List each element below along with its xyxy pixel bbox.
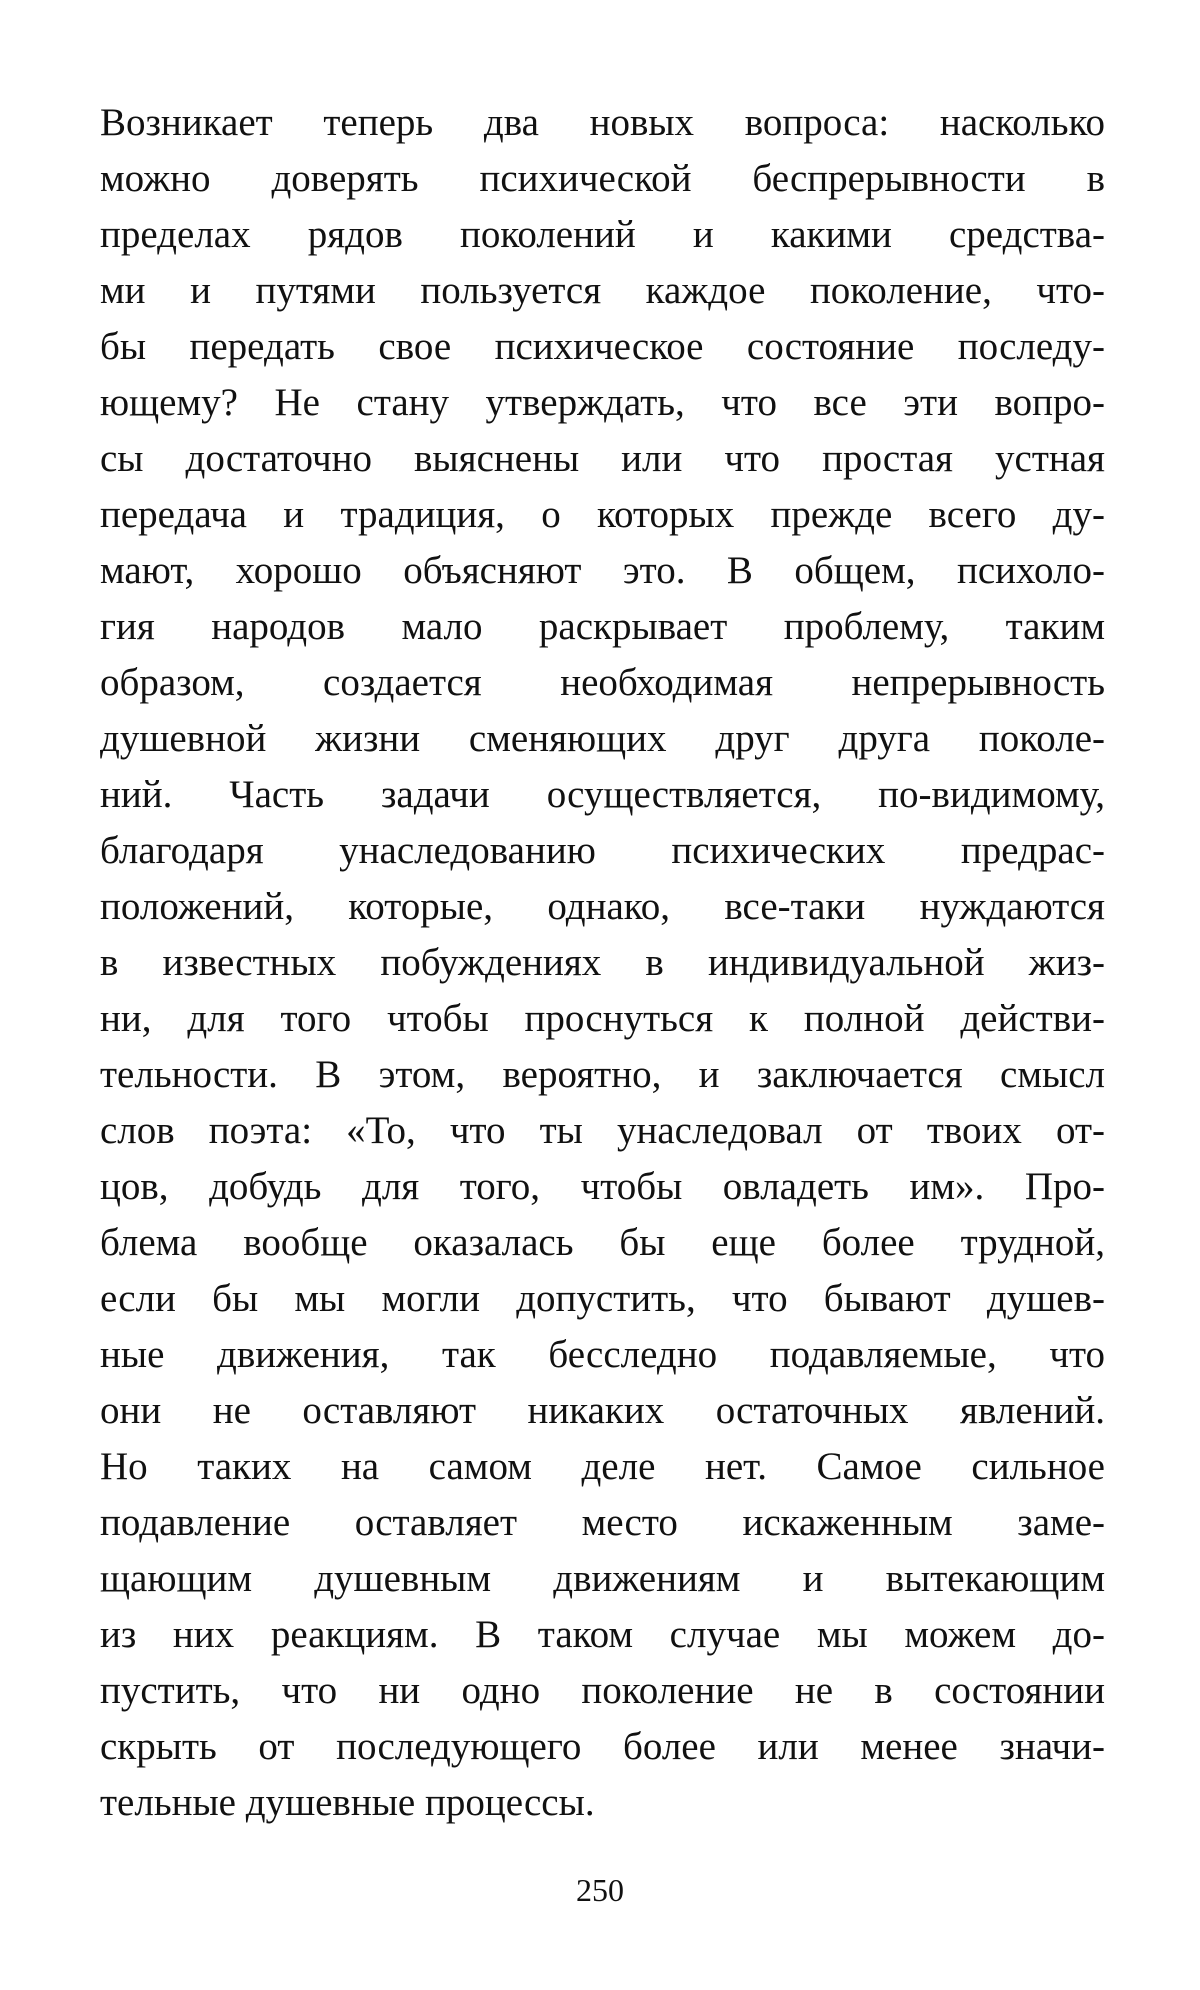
- text-line: цов, добудь для того, чтобы овладеть им». Про-: [100, 1165, 1105, 1208]
- text-line: гия народов мало раскрывает проблему, таким: [100, 605, 1105, 648]
- text-line: образом, создается необходимая непрерывность: [100, 661, 1105, 704]
- text-line: душевной жизни сменяющих друг друга поколе-: [100, 717, 1105, 760]
- text-line: ни, для того чтобы проснуться к полной действи-: [100, 997, 1105, 1040]
- text-line: скрыть от последующего более или менее значи-: [100, 1725, 1105, 1768]
- text-line: ний. Часть задачи осуществляется, по-видимому,: [100, 773, 1105, 816]
- text-line: пустить, что ни одно поколение не в состоянии: [100, 1669, 1105, 1712]
- text-line: благодаря унаследованию психических предрас-: [100, 829, 1105, 872]
- text-line: ные движения, так бесследно подавляемые, что: [100, 1333, 1105, 1376]
- text-line: сы достаточно выяснены или что простая устная: [100, 437, 1105, 480]
- text-line: тельности. В этом, вероятно, и заключается смысл: [100, 1053, 1105, 1096]
- body-text: [100, 95, 1105, 1831]
- text-line: Возникает теперь два новых вопроса: насколько: [100, 101, 1105, 144]
- text-line: из них реакциям. В таком случае мы можем до-: [100, 1613, 1105, 1656]
- text-line: слов поэта: «То, что ты унаследовал от твоих от-: [100, 1109, 1105, 1152]
- text-line: пределах рядов поколений и какими средства-: [100, 213, 1105, 256]
- text-line: можно доверять психической беспрерывности в: [100, 157, 1105, 200]
- text-line: бы передать свое психическое состояние последу-: [100, 325, 1105, 368]
- page-number: 250: [576, 1872, 624, 1908]
- text-line: подавление оставляет место искаженным заме-: [100, 1501, 1105, 1544]
- text-line: Но таких на самом деле нет. Самое сильное: [100, 1445, 1105, 1488]
- text-line: блема вообще оказалась бы еще более трудной,: [100, 1221, 1105, 1264]
- text-line: если бы мы могли допустить, что бывают душев-: [100, 1277, 1105, 1320]
- text-line: щающим душевным движениям и вытекающим: [100, 1557, 1105, 1600]
- text-line: ми и путями пользуется каждое поколение, что-: [100, 269, 1105, 312]
- text-line: передача и традиция, о которых прежде всего ду-: [100, 493, 1105, 536]
- text-line: мают, хорошо объясняют это. В общем, психоло-: [100, 549, 1105, 592]
- text-line: положений, которые, однако, все-таки нуждаются: [100, 885, 1105, 928]
- text-line: ющему? Не стану утверждать, что все эти вопро-: [100, 381, 1105, 424]
- text-line: в известных побуждениях в индивидуальной жиз-: [100, 941, 1105, 984]
- text-line: тельные душевные процессы.: [100, 1781, 595, 1824]
- text-line: они не оставляют никаких остаточных явлений.: [100, 1389, 1105, 1432]
